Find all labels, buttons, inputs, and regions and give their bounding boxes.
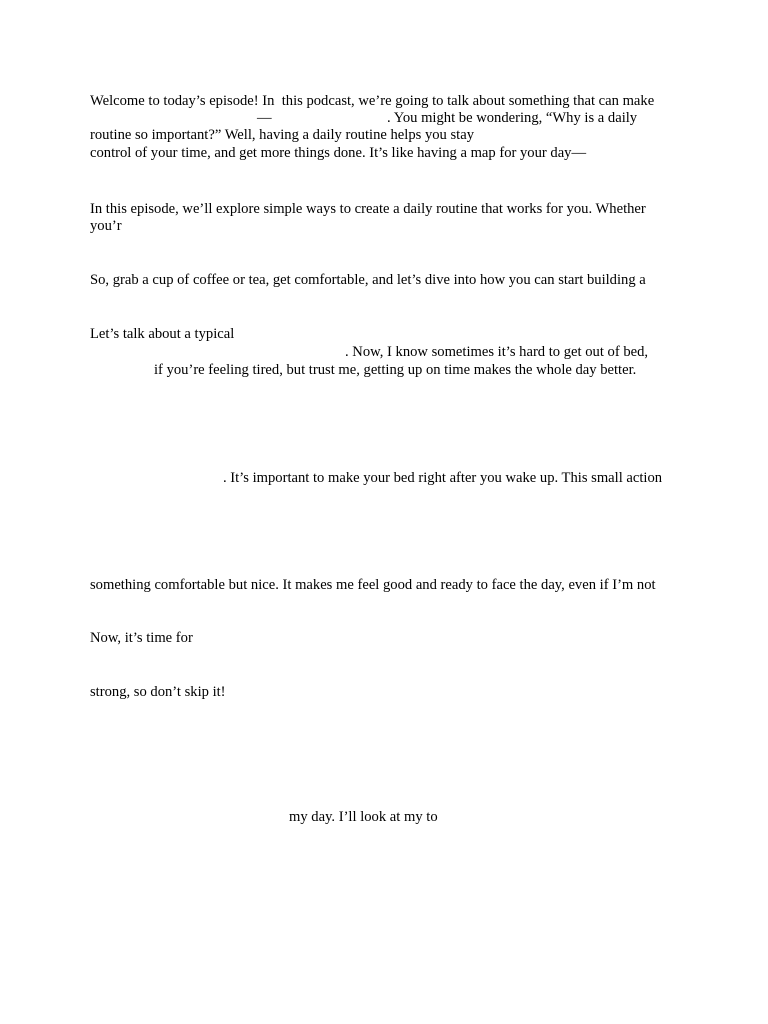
make-bed-line: . It’s important to make your bed right after you wake up. This small action <box>223 470 663 486</box>
intro-line-2: . You might be wondering, “Why is a daily <box>387 110 638 126</box>
comfortable-line: something comfortable but nice. It makes me feel good and ready to face the day, even if I’m not <box>90 577 656 593</box>
time-for-line: Now, it’s time for <box>90 630 193 646</box>
intro-line-4: control of your time, and get more things done. It’s like having a map for your day— <box>90 145 587 161</box>
episode-line-2: you’r <box>90 218 122 234</box>
grab-coffee-line: So, grab a cup of coffee or tea, get comfortable, and let’s dive into how you can start building a <box>90 272 646 288</box>
intro-dash: — <box>257 110 272 126</box>
typical-line-3: if you’re feeling tired, but trust me, getting up on time makes the whole day better. <box>154 362 637 378</box>
my-day-line: my day. I’ll look at my to <box>289 809 438 825</box>
typical-line-2: . Now, I know sometimes it’s hard to get out of bed, <box>345 344 649 360</box>
intro-line-1: Welcome to today’s episode! In this podcast, we’re going to talk about something that can make <box>90 93 655 109</box>
episode-line-1: In this episode, we’ll explore simple ways to create a daily routine that works for you. Whether <box>90 201 646 217</box>
strong-line: strong, so don’t skip it! <box>90 684 226 700</box>
typical-line-1: Let’s talk about a typical <box>90 326 235 342</box>
intro-line-3: routine so important?” Well, having a daily routine helps you stay <box>90 127 474 143</box>
